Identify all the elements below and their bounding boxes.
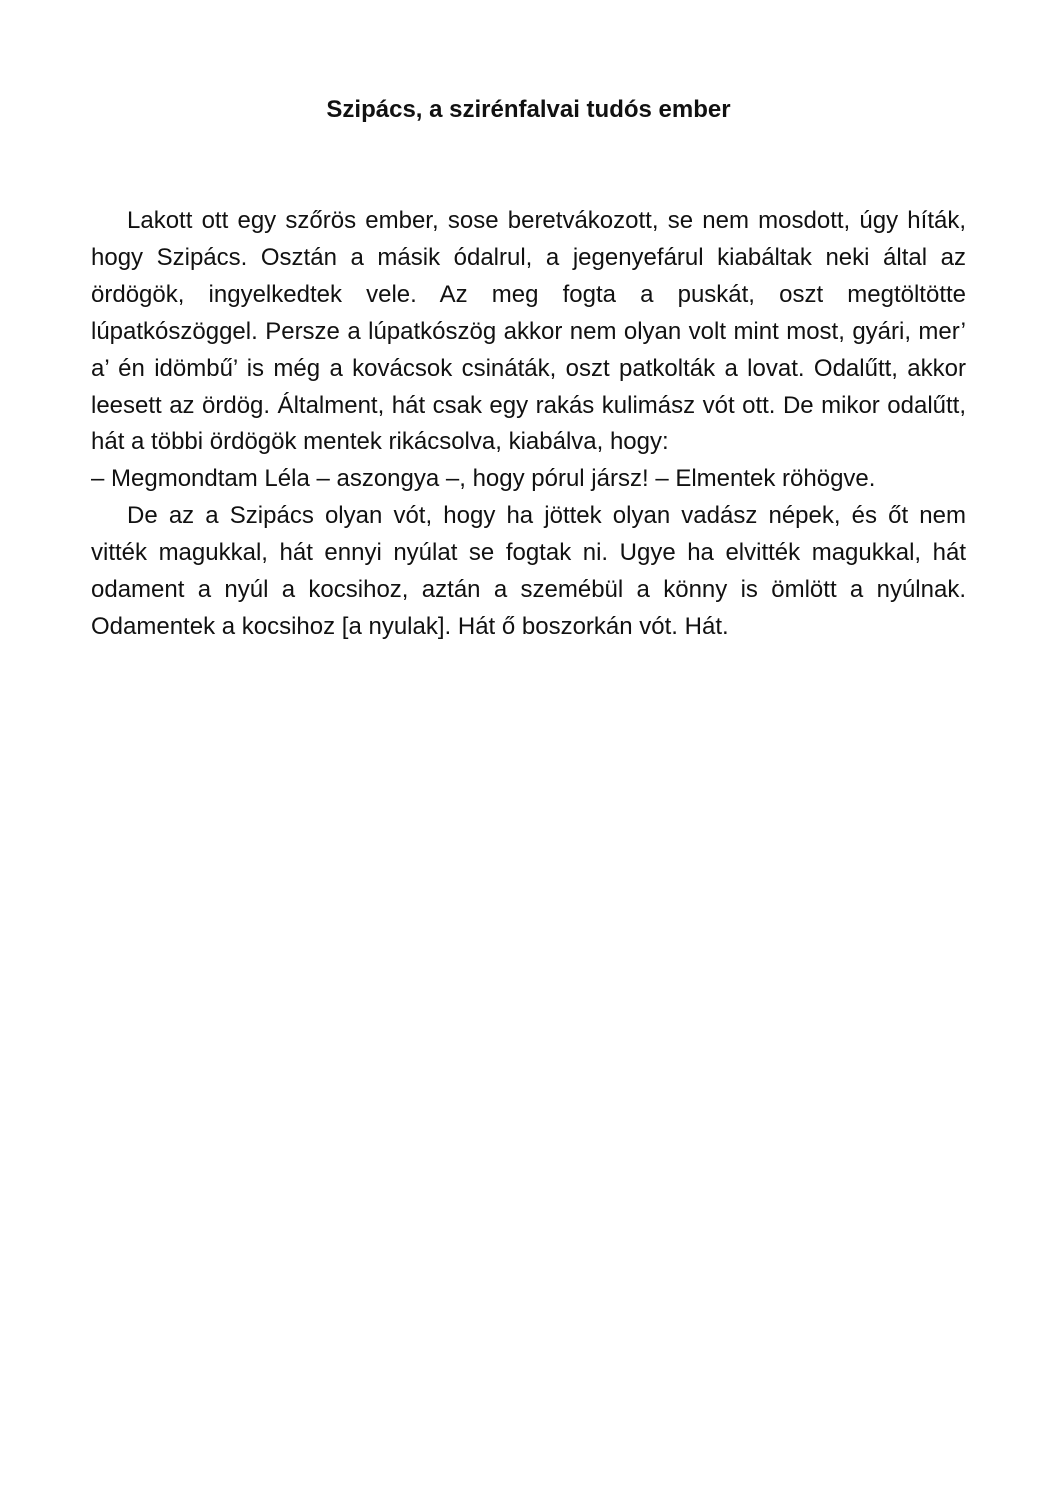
paragraph: De az a Szipács olyan vót, hogy ha jöttek olyan vadász népek, és őt nem vitték magukkal, hát ennyi nyúlat se fogtak ni. Ugye ha elvitték magukkal, hát odament a nyúl a kocsihoz, aztán a szemébül a könny is ömlött a nyúlnak. Odamentek a kocsihoz [a nyulak]. Hát ő boszorkán vót. Hát. <box>91 502 966 640</box>
page-title: Szipács, a szirénfalvai tudós ember <box>326 96 731 123</box>
dialogue-paragraph: – Megmondtam Léla – aszongya –, hogy pórul jársz! – Elmentek röhögve. <box>91 465 876 493</box>
story-body <box>91 203 966 646</box>
paragraph: Lakott ott egy szőrös ember, sose beretvákozott, se nem mosdott, úgy híták, hogy Szipács. Osztán a másik ódalrul, a jegenyefárul kiabáltak neki által az ördögök, ingyelkedtek vele. Az meg fogta a puskát, oszt megtöltötte lúpatkószöggel. Persze a lúpatkószög akkor nem olyan volt mint most, gyári, mer’ a’ én idömbű’ is még a kovácsok csináták, oszt patkolták a lovat. Odalűtt, akkor leesett az ördög. Általment, hát csak egy rakás kulimász vót ott. De mikor odalűtt, hát a többi ördögök mentek rikácsolva, kiabálva, hogy: <box>91 207 966 456</box>
